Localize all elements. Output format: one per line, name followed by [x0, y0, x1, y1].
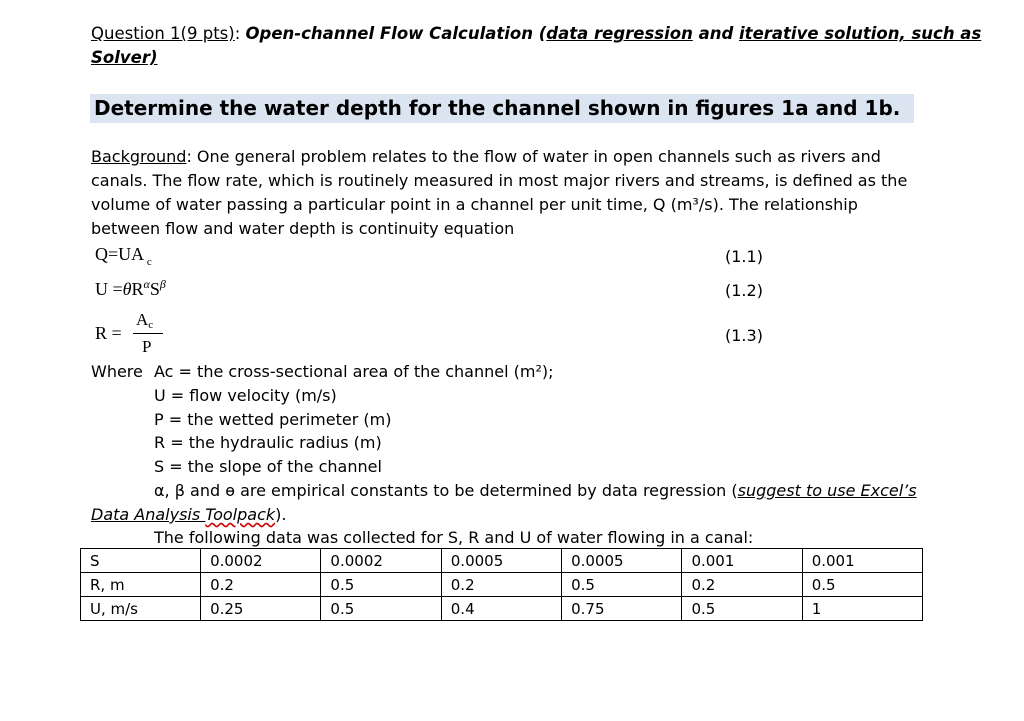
table-row: [81, 573, 923, 597]
data-table: [80, 548, 923, 621]
suggest-text: suggest to use Excel’s: [737, 481, 917, 500]
table-cell: 1: [802, 597, 922, 621]
title-part2: data regression: [546, 24, 693, 43]
question-colon: :: [234, 24, 246, 43]
toolpack-line: [91, 503, 286, 527]
equation-1-2: $U =\theta R^\alpha S^\beta$: [95, 277, 166, 299]
equation-1-1-label: (1.1): [725, 247, 763, 266]
background-label: Background: [91, 147, 187, 166]
where-item-u: U = flow velocity (m/s): [154, 386, 337, 405]
background-line3: volume of water passing a particular point in a channel per unit time, Q (m³/s). The relationship: [91, 195, 858, 214]
section-heading: Determine the water depth for the channel shown in figures 1a and 1b.: [90, 94, 914, 123]
equation-1-3-label: (1.3): [725, 326, 763, 345]
question-title-line2-wrap: [91, 46, 158, 69]
where-item-p: P = the wetted perimeter (m): [154, 410, 392, 429]
equation-1-3-lhs: R =: [95, 323, 122, 343]
title-part3: and: [692, 24, 740, 43]
equation-1-3-numerator: $A_c$: [136, 310, 154, 331]
toolpack-c: ).: [275, 505, 287, 524]
table-cell: 0.4: [441, 597, 561, 621]
table-cell: 0.0005: [562, 549, 682, 573]
where-item-r: R = the hydraulic radius (m): [154, 433, 382, 452]
background-line4: between flow and water depth is continuity equation: [91, 219, 515, 238]
question-title-line2: Solver): [91, 48, 158, 67]
table-cell: 0.0002: [201, 549, 321, 573]
table-cell: 0.75: [562, 597, 682, 621]
where-item-s: S = the slope of the channel: [154, 457, 382, 476]
equation-1-2-label: (1.2): [725, 281, 763, 300]
equation-1-3-fraction-bar: [133, 333, 163, 334]
table-cell: 0.5: [321, 573, 441, 597]
table-row: [81, 597, 923, 621]
table-cell: 0.0002: [321, 549, 441, 573]
table-cell: 0.5: [682, 597, 802, 621]
data-intro: The following data was collected for S, R and U of water flowing in a canal:: [154, 528, 754, 547]
question-number: Question 1: [91, 24, 181, 43]
toolpack-a: Data Analysis: [91, 505, 206, 524]
table-cell: 0.001: [802, 549, 922, 573]
background-line1: [91, 145, 881, 169]
table-cell: 0.5: [562, 573, 682, 597]
question-title: [91, 22, 981, 45]
table-cell: 0.5: [802, 573, 922, 597]
table-cell: 0.25: [201, 597, 321, 621]
table-cell: S: [81, 549, 201, 573]
equation-1-1: Q=UA $_c$: [95, 244, 152, 268]
constants-text: α, β and ɵ are empirical constants to be determined by data regression (: [154, 481, 738, 500]
table-cell: U, m/s: [81, 597, 201, 621]
where-item-ac: Ac = the cross-sectional area of the channel (m²);: [154, 362, 554, 381]
table-cell: 0.2: [682, 573, 802, 597]
question-points: (9 pts): [180, 24, 235, 43]
table-cell: 0.5: [321, 597, 441, 621]
background-text1: : One general problem relates to the flow of water in open channels such as rivers and: [186, 147, 881, 166]
equation-1-3-denominator: P: [142, 337, 152, 356]
table-cell: 0.0005: [441, 549, 561, 573]
title-part4: iterative solution, such as: [739, 24, 982, 43]
table-cell: R, m: [81, 573, 201, 597]
where-item-constants: [154, 479, 917, 503]
toolpack-b: Toolpack: [205, 505, 276, 524]
background-line2: canals. The flow rate, which is routinely measured in most major rivers and streams, is defined as the: [91, 171, 908, 190]
where-label: Where: [91, 362, 143, 381]
table-row: [81, 549, 923, 573]
table-cell: 0.001: [682, 549, 802, 573]
table-cell: 0.2: [441, 573, 561, 597]
table-cell: 0.2: [201, 573, 321, 597]
title-part1: Open-channel Flow Calculation (: [245, 24, 547, 43]
